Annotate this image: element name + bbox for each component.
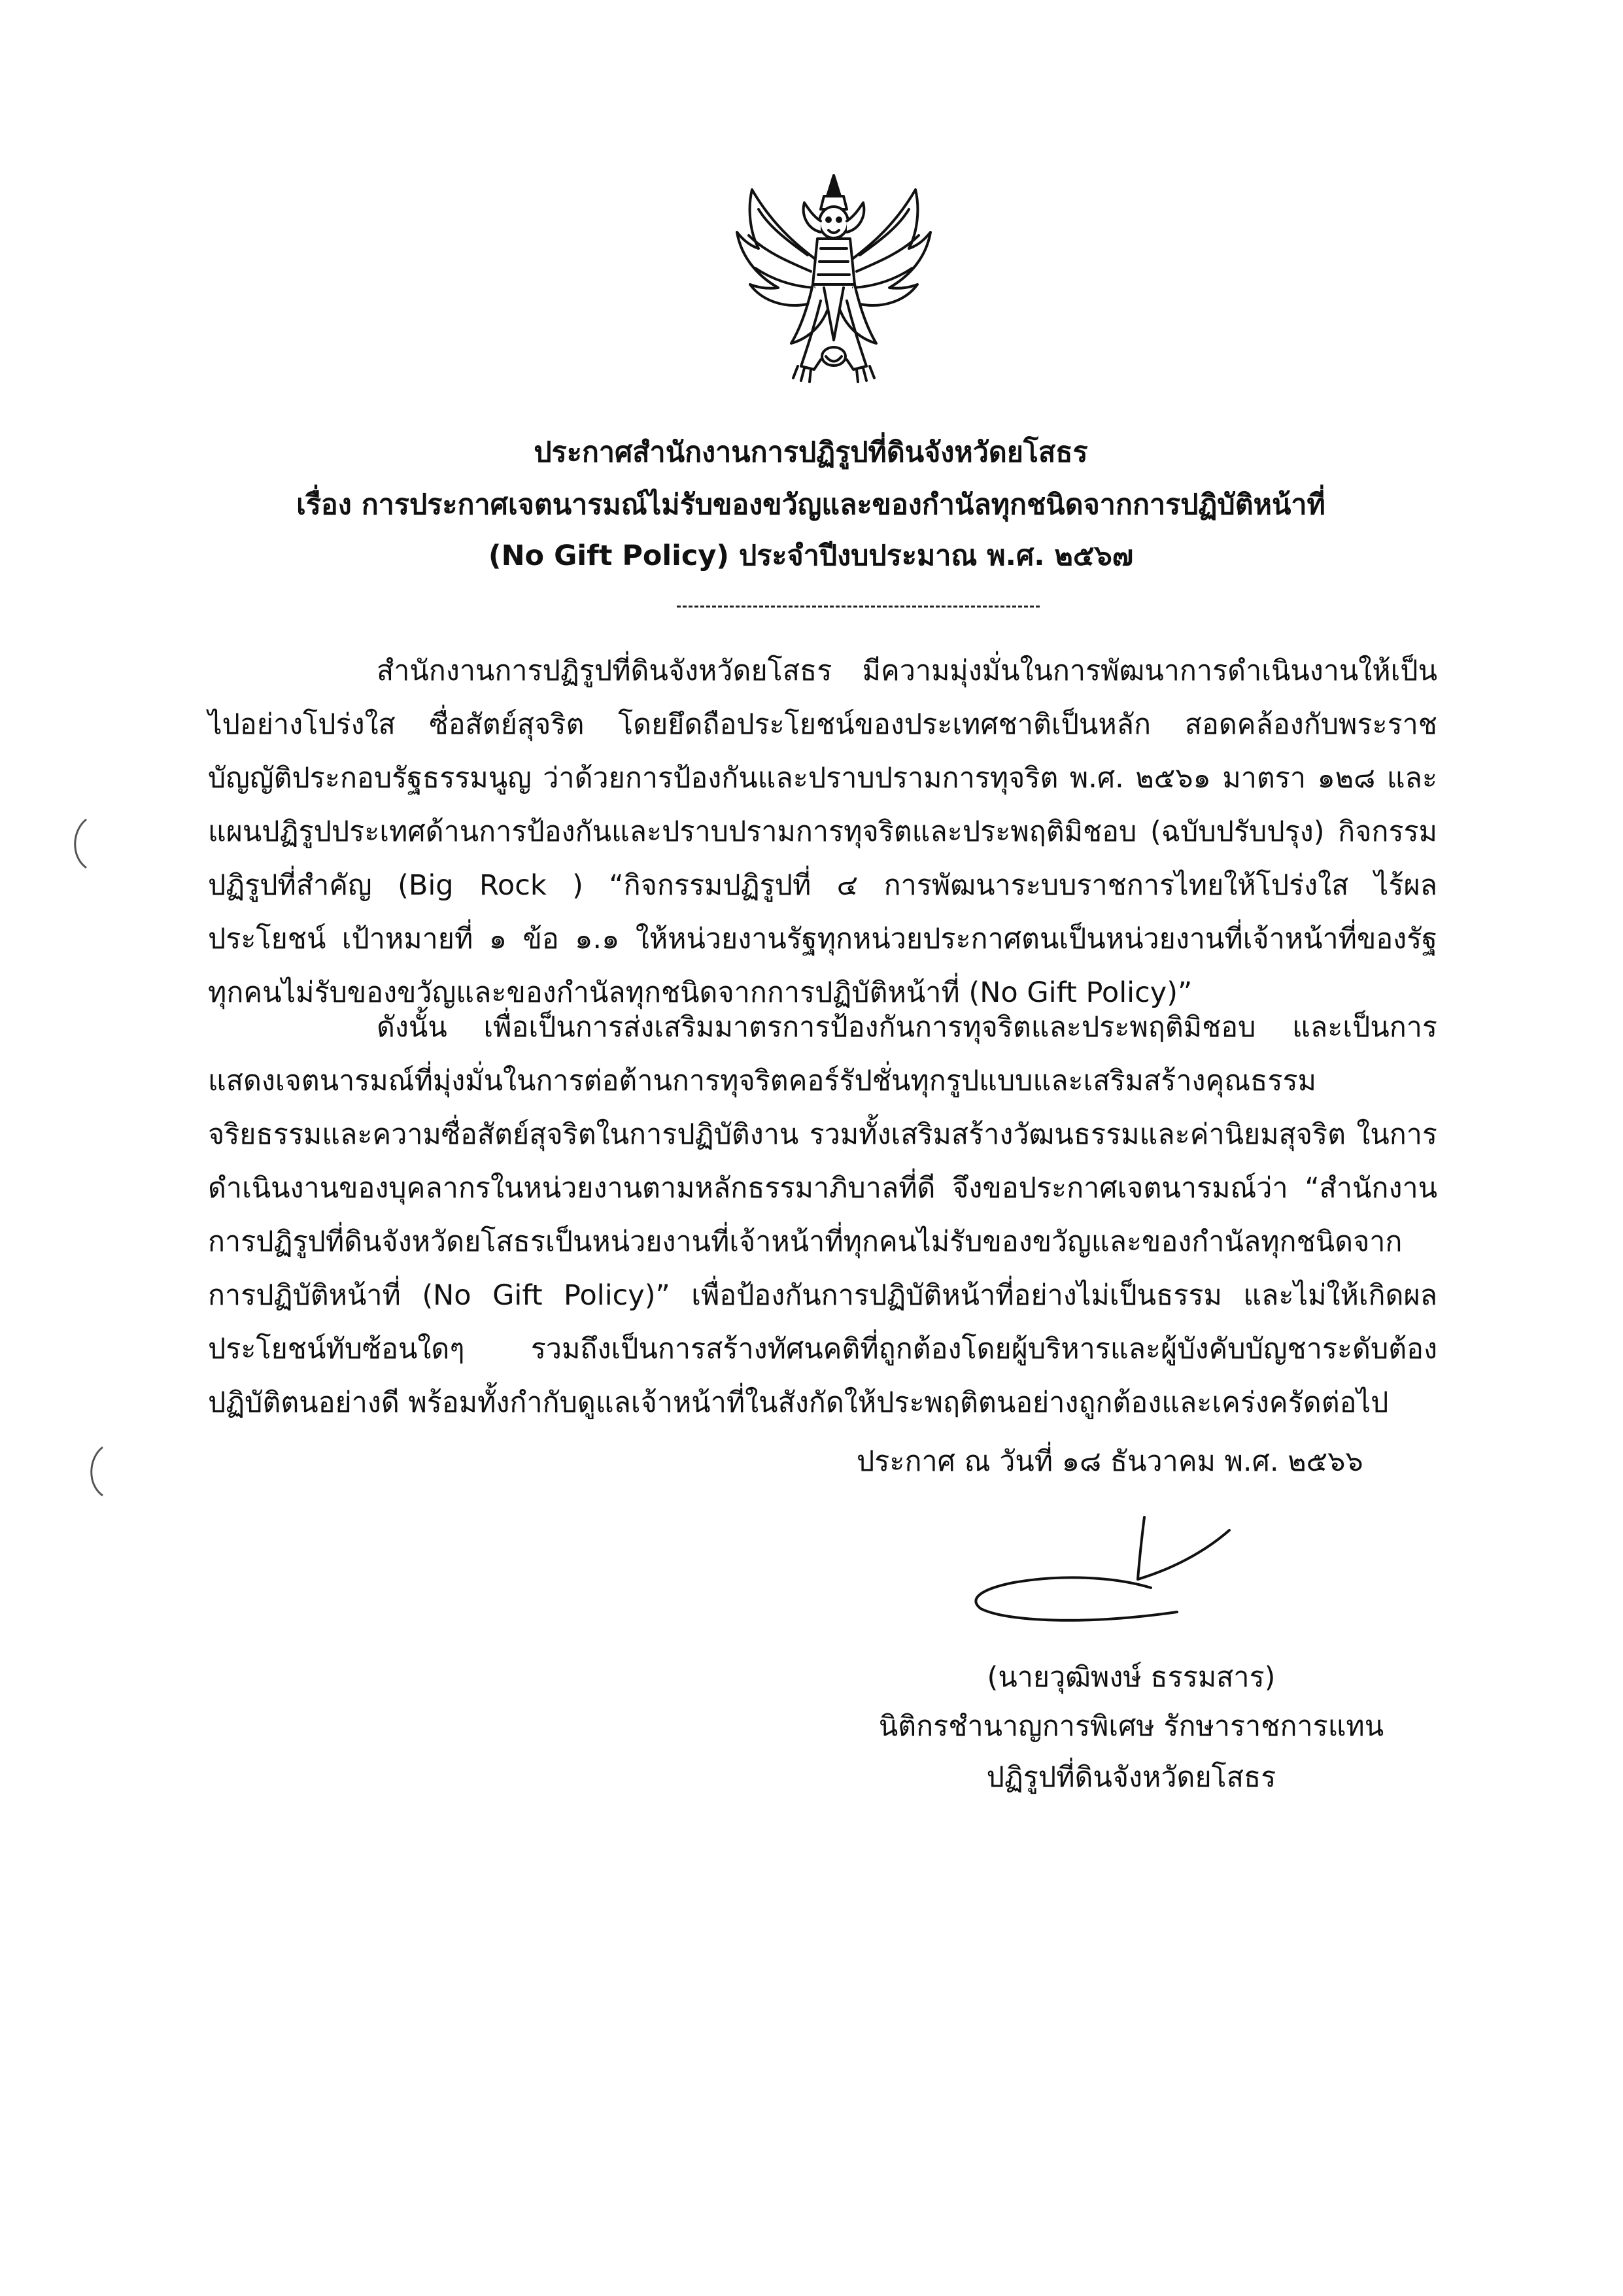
announcement-title: ประกาศสำนักงานการปฏิรูปที่ดินจังหวัดยโสธร <box>534 436 1088 469</box>
signatory-office: ปฏิรูปที่ดินจังหวัดยโสธร <box>986 1761 1276 1794</box>
body-paragraph-2 <box>208 1001 1437 1430</box>
title-divider <box>677 606 1040 608</box>
signatory-position: นิติกรชำนาญการพิเศษ รักษาราชการแทน <box>878 1710 1384 1743</box>
signatory-name: (นายวุฒิพงษ์ ธรรมสาร) <box>987 1661 1276 1694</box>
garuda-emblem-icon <box>729 170 938 386</box>
declaration-date: ประกาศ ณ วันที่ ๑๘ ธันวาคม พ.ศ. ๒๕๖๖ <box>857 1445 1363 1478</box>
body-paragraph-1-text: สำนักงานการปฏิรูปที่ดินจังหวัดยโสธร มีความมุ่งมั่นในการพัฒนาการดำเนินงานให้เป็นไปอย่างโปร่งใส ซื่อสัตย์สุจริต โดยยึดถือประโยชน์ของประเทศชาติเป็นหลัก สอดคล้องกับพระราชบัญญัติประกอบรัฐธรรมนูญ ว่าด้วยการป้องกันและปราบปรามการทุจริต พ.ศ. ๒๕๖๑ มาตรา ๑๒๘ และแผนปฏิรูปประเทศด้านการป้องกันและปราบปรามการทุจริตและประพฤติมิชอบ (ฉบับปรับปรุง) กิจกรรมปฏิรูปที่สำคัญ (Big Rock ) “กิจกรรมปฏิรูปที่ ๔ การพัฒนาระบบราชการไทยให้โปร่งใส ไร้ผลประโยชน์ เป้าหมายที่ ๑ ข้อ ๑.๑ ให้หน่วยงานรัฐทุกหน่วยประกาศตนเป็นหน่วยงานที่เจ้าหน้าที่ของรัฐทุกคนไม่รับของขวัญและของกำนัลทุกชนิดจากการปฏิบัติหน้าที่ (No Gift Policy)” <box>208 655 1437 1009</box>
punch-hole-mark <box>65 814 92 873</box>
punch-hole-mark <box>82 1442 108 1501</box>
handwritten-signature <box>955 1491 1275 1641</box>
announcement-fiscal-year: (No Gift Policy) ประจำปีงบประมาณ พ.ศ. ๒๕๖๗ <box>488 540 1134 572</box>
announcement-subject: เรื่อง การประกาศเจตนารมณ์ไม่รับของขวัญและของกำนัลทุกชนิดจากการปฏิบัติหน้าที่ <box>296 488 1325 521</box>
body-paragraph-2-text: ดังนั้น เพื่อเป็นการส่งเสริมมาตรการป้องกันการทุจริตและประพฤติมิชอบ และเป็นการแสดงเจตนารมณ์ที่มุ่งมั่นในการต่อต้านการทุจริตคอร์รัปชั่นทุกรูปแบบและเสริมสร้างคุณธรรม จริยธรรมและความซื่อสัตย์สุจริตในการปฏิบัติงาน รวมทั้งเสริมสร้างวัฒนธรรมและค่านิยมสุจริต ในการดำเนินงานของบุคลากรในหน่วยงานตามหลักธรรมาภิบาลที่ดี จึงขอประกาศเจตนารมณ์ว่า “สำนักงานการปฏิรูปที่ดินจังหวัดยโสธรเป็นหน่วยงานที่เจ้าหน้าที่ทุกคนไม่รับของขวัญและของกำนัลทุกชนิดจากการปฏิบัติหน้าที่ (No Gift Policy)” เพื่อป้องกันการปฏิบัติหน้าที่อย่างไม่เป็นธรรม และไม่ให้เกิดผลประโยชน์ทับซ้อนใดๆ รวมถึงเป็นการสร้างทัศนคติที่ถูกต้องโดยผู้บริหารและผู้บังคับบัญชาระดับต้องปฏิบัติตนอย่างดี พร้อมทั้งกำกับดูแลเจ้าหน้าที่ในสังกัดให้ประพฤติตนอย่างถูกต้องและเคร่งครัดต่อไป <box>208 1011 1437 1419</box>
body-paragraph-1 <box>208 644 1437 1019</box>
